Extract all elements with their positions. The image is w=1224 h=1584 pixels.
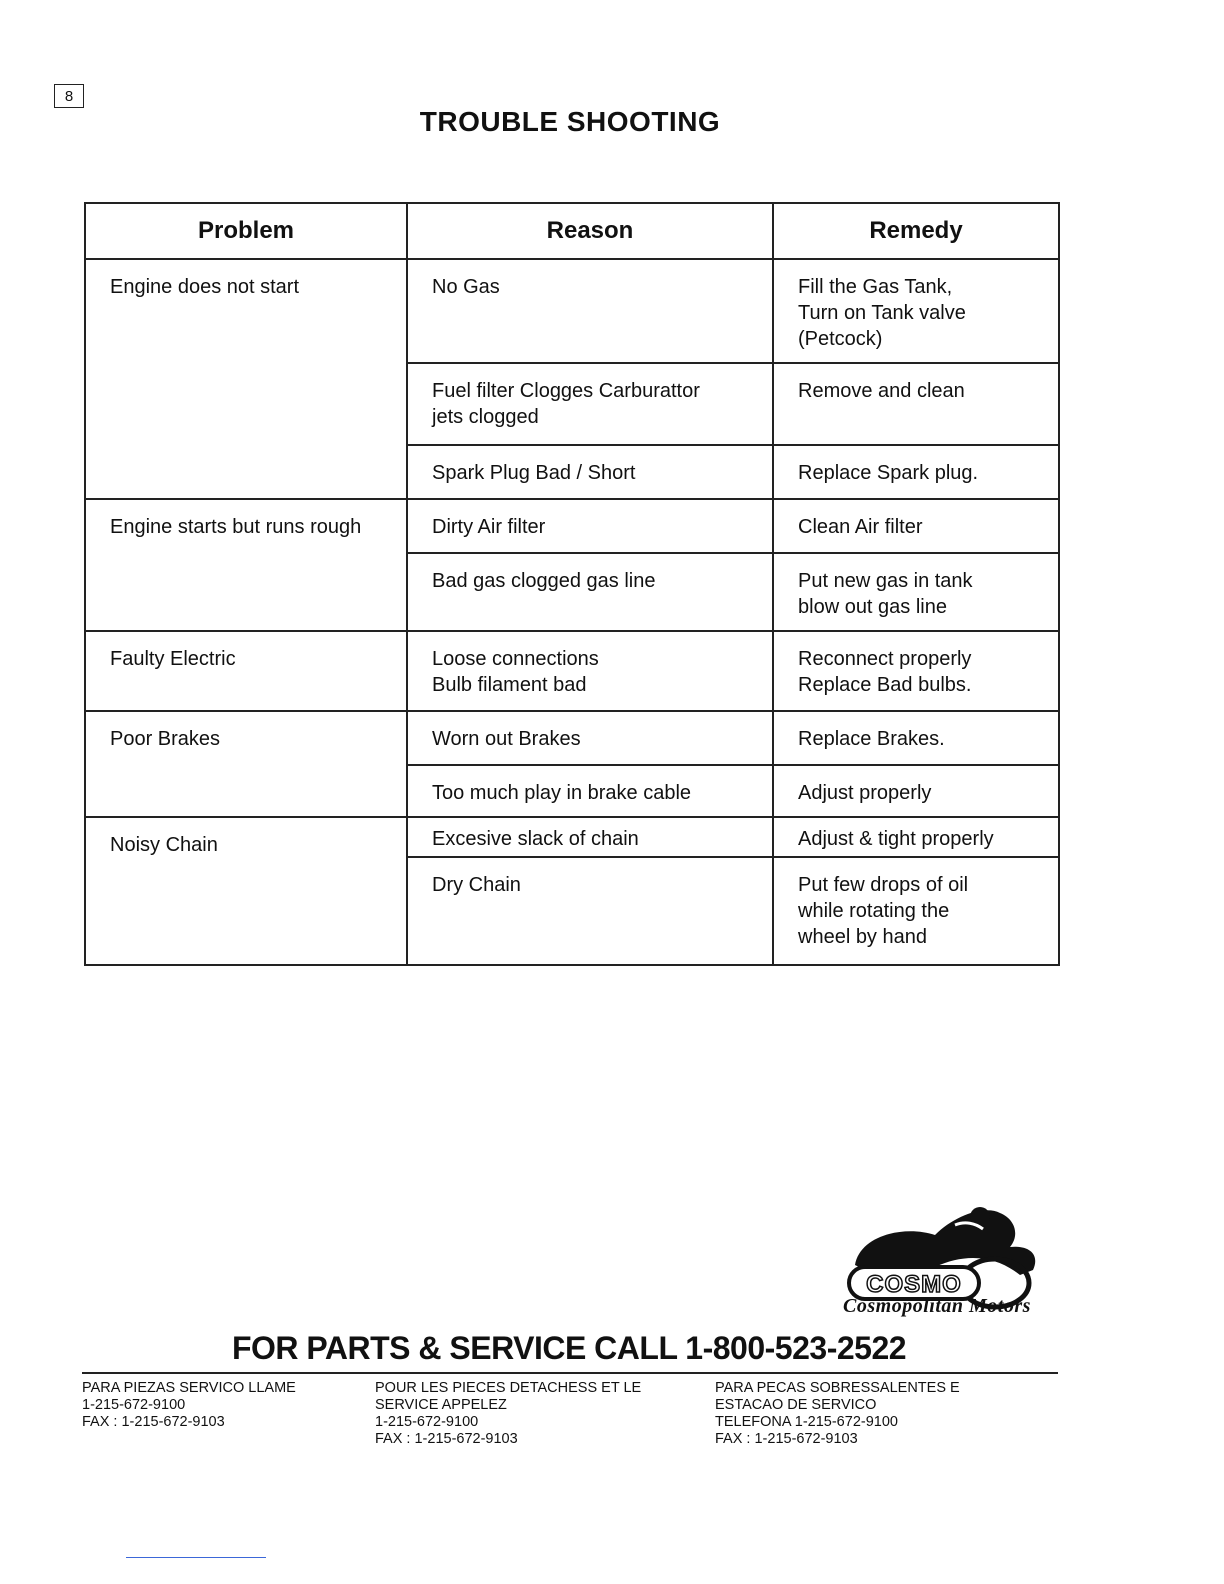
logo-wordmark: COSMO	[866, 1271, 962, 1298]
decorative-blue-line	[126, 1557, 266, 1558]
remedy-text: Replace Spark plug.	[798, 462, 979, 484]
problem-cell	[85, 499, 407, 631]
remedy-text: wheel by hand	[798, 926, 927, 948]
reason-text: Too much play in brake cable	[432, 782, 692, 804]
problem-cell	[85, 259, 407, 499]
contact-line: FAX : 1-215-672-9103	[82, 1414, 225, 1430]
reason-cell	[407, 553, 773, 631]
remedy-text: while rotating the	[798, 900, 950, 922]
problem-cell	[85, 817, 407, 965]
reason-text: Dirty Air filter	[432, 516, 546, 538]
problem-text: Engine starts but runs rough	[110, 516, 362, 538]
remedy-cell	[773, 817, 1059, 857]
reason-cell	[407, 857, 773, 965]
reason-cell	[407, 711, 773, 765]
remedy-cell	[773, 363, 1059, 445]
remedy-cell	[773, 499, 1059, 553]
reason-cell	[407, 499, 773, 553]
reason-cell	[407, 631, 773, 711]
table-row	[85, 499, 1059, 553]
remedy-cell	[773, 711, 1059, 765]
problem-text: Noisy Chain	[110, 834, 218, 856]
divider	[82, 1372, 1058, 1374]
contact-spanish	[82, 1380, 296, 1431]
reason-text: Bad gas clogged gas line	[432, 570, 656, 592]
contact-line: ESTACAO DE SERVICO	[715, 1397, 877, 1413]
contact-portuguese	[715, 1380, 960, 1448]
reason-cell	[407, 765, 773, 817]
problem-text: Faulty Electric	[110, 648, 236, 670]
reason-text: Dry Chain	[432, 874, 521, 896]
table-header-row	[85, 203, 1059, 259]
remedy-text: Remove and clean	[798, 380, 965, 402]
table-row	[85, 817, 1059, 857]
remedy-text: Put new gas in tank	[798, 570, 973, 592]
reason-text: Loose connections	[432, 648, 599, 670]
remedy-text: Put few drops of oil	[798, 874, 969, 896]
remedy-text: Fill the Gas Tank,	[798, 276, 953, 298]
problem-cell	[85, 631, 407, 711]
remedy-text: Adjust & tight properly	[798, 828, 994, 850]
contact-line: POUR LES PIECES DETACHESS ET LE	[375, 1380, 642, 1396]
reason-text: Bulb filament bad	[432, 674, 587, 696]
remedy-text: Turn on Tank valve	[798, 302, 966, 324]
contact-line: FAX : 1-215-672-9103	[375, 1431, 518, 1447]
reason-text: jets clogged	[432, 406, 539, 428]
problem-text: Poor Brakes	[110, 728, 221, 750]
contact-line: 1-215-672-9100	[375, 1414, 479, 1430]
reason-text: Excesive slack of chain	[432, 828, 639, 850]
remedy-text: Clean Air filter	[798, 516, 923, 538]
remedy-cell	[773, 445, 1059, 499]
header-problem: Problem	[85, 203, 407, 259]
reason-text: Spark Plug Bad / Short	[432, 462, 636, 484]
contact-line: TELEFONA 1-215-672-9100	[715, 1414, 898, 1430]
remedy-text: blow out gas line	[798, 596, 947, 618]
contact-line: 1-215-672-9100	[82, 1397, 186, 1413]
reason-cell	[407, 363, 773, 445]
problem-text: Engine does not start	[110, 276, 300, 298]
logo-caption: Cosmopolitan Motors	[843, 1295, 1031, 1317]
troubleshooting-table	[84, 202, 1060, 966]
remedy-text: Reconnect properly	[798, 648, 972, 670]
header-remedy: Remedy	[773, 203, 1059, 259]
contact-line: SERVICE APPELEZ	[375, 1397, 507, 1413]
table-row	[85, 711, 1059, 765]
reason-text: Worn out Brakes	[432, 728, 581, 750]
header-reason: Reason	[407, 203, 773, 259]
contact-line: PARA PECAS SOBRESSALENTES E	[715, 1380, 960, 1396]
contact-french	[375, 1380, 641, 1448]
remedy-cell	[773, 553, 1059, 631]
table-row	[85, 259, 1059, 363]
remedy-cell	[773, 631, 1059, 711]
remedy-text: Adjust properly	[798, 782, 932, 804]
remedy-cell	[773, 259, 1059, 363]
reason-cell	[407, 817, 773, 857]
page-number: 8	[54, 84, 84, 108]
reason-cell	[407, 259, 773, 363]
table-row	[85, 631, 1059, 711]
reason-text: No Gas	[432, 276, 500, 298]
service-call-line: FOR PARTS & SERVICE CALL 1-800-523-2522	[231, 1330, 907, 1366]
remedy-cell	[773, 765, 1059, 817]
page-title: TROUBLE SHOOTING	[419, 106, 721, 137]
contact-line: FAX : 1-215-672-9103	[715, 1431, 858, 1447]
remedy-cell	[773, 857, 1059, 965]
contact-line: PARA PIEZAS SERVICO LLAME	[82, 1380, 296, 1396]
problem-cell	[85, 711, 407, 817]
remedy-text: (Petcock)	[798, 328, 883, 350]
remedy-text: Replace Bad bulbs.	[798, 674, 972, 696]
reason-cell	[407, 445, 773, 499]
remedy-text: Replace Brakes.	[798, 728, 945, 750]
reason-text: Fuel filter Clogges Carburattor	[432, 380, 700, 402]
